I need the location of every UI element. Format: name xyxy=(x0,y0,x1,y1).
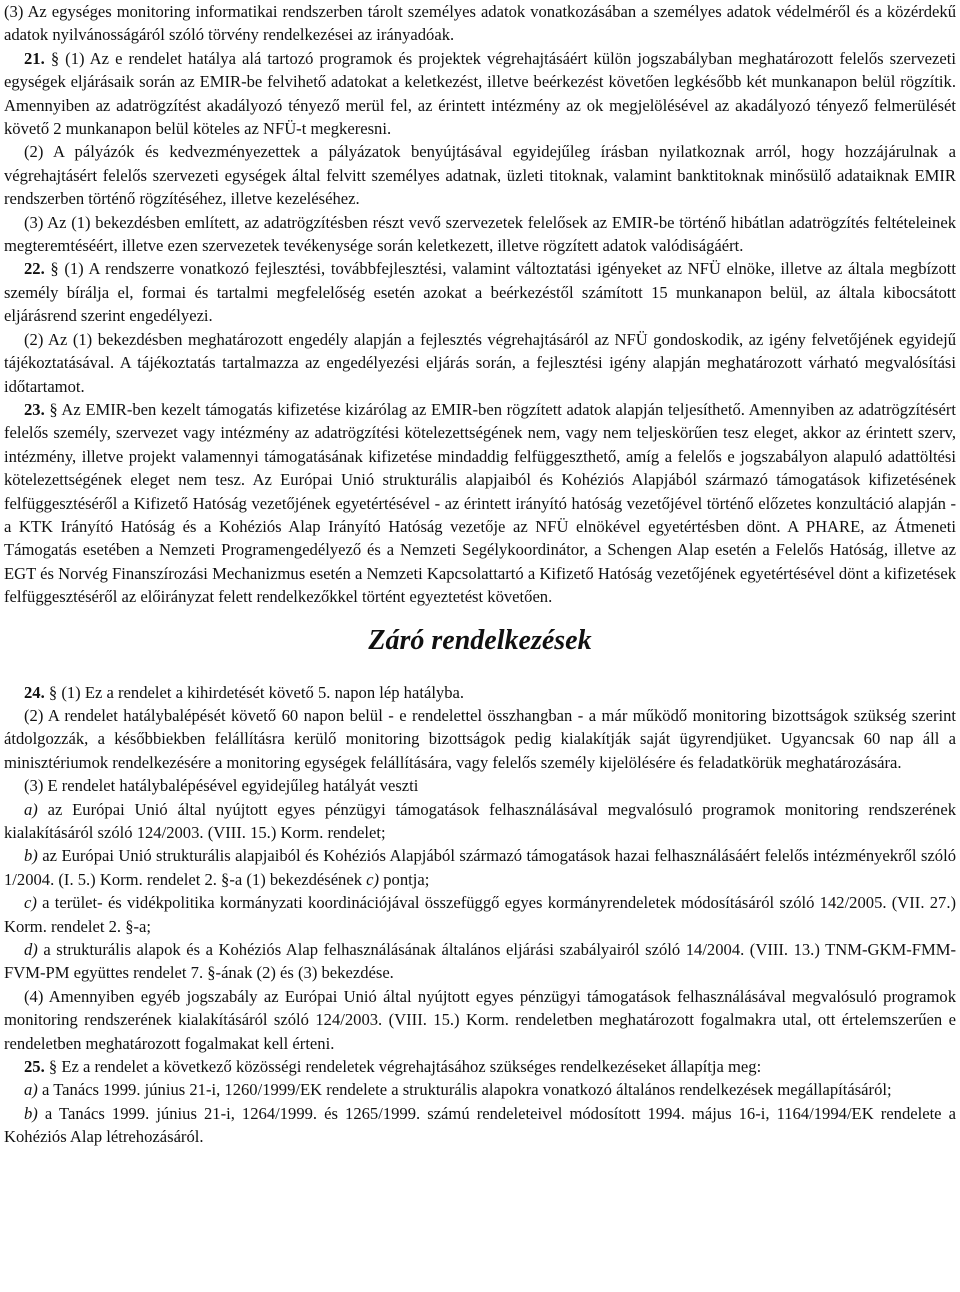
paragraph-text: pontja; xyxy=(379,869,430,889)
paragraph-text: § (1) A rendszerre vonatkozó fejlesztési, továbbfejlesztési, valamint változtatási igényeket az NFÜ elnöke, illetve az általa megbízott személy bírálja el, formai és tartalmi megfelelőség esetén azokat a beérkezéstől számított 15 munkanapon belül, az általa kibocsátott eljárásrend szerint engedélyezi. xyxy=(4,259,956,326)
item-label: b) xyxy=(24,846,38,866)
list-item xyxy=(4,1078,956,1101)
paragraph xyxy=(4,140,956,210)
paragraph-text: § (1) Az e rendelet hatálya alá tartozó programok és projektek végrehajtásáért külön jogszabályban meghatározott felelős szervezeti egységek eljárásaik során az EMIR-be felvihető adatokat a keletkezést, illetve beérkezést követően legkésőbb két munkanapon belül rögzítik. Amennyiben az adatrögzítést akadályozó tényező merül fel, az érintett intézmény az ok megjelölésével az akadályozó tényező felmerülését követő 2 munkanapon belül köteles az NFÜ-t megkeresni. xyxy=(4,48,956,139)
paragraph-text: (2) A rendelet hatálybalépését követő 60 napon belül - e rendelettel összhangban - a már működő monitoring bizottságok szükség szerint átdolgozzák, a későbbiekben felállításra kerülő monitoring bizottságok pedig kialakítják saját ügyrendjüket. Ugyancsak 60 nap áll a minisztériumok rendelkezésére a monitoring egységek felállítására, vagy felelős személy kijelölésére és feladatkörük meghatározására. xyxy=(4,705,956,772)
paragraph-text: (3) Az (1) bekezdésben említett, az adatrögzítésben részt vevő szervezetek felelősek az EMIR-be történő hibátlan adatrögzítés feltételeinek megteremtéséért, illetve ezen szervezetek tevékenysége során keletkezett, illetve rögzített adatok valódiságáért. xyxy=(4,212,956,256)
paragraph-text: a terület- és vidékpolitika kormányzati koordinációjával összefüggő egyes kormányrendeletek módosításáról szóló 142/2005. (VII. 27.) Korm. rendelet 2. §-a; xyxy=(4,893,956,936)
paragraph-text: § Az EMIR-ben kezelt támogatás kifizetése kizárólag az EMIR-ben rögzített adatok alapján teljesíthető. Amennyiben az adatrögzítésért felelős személy, szervezet vagy intézmény az adatrögzítési kötelezettségének nem, vagy nem teljeskörűen tesz eleget, akkor az érintett szerv, intézmény, illetve projekt valamennyi támogatásának kifizetése mindaddig felfüggeszthető, amíg a felelős e jogszabályon alapuló adattöltési kötelezettségének eleget nem tesz. Az Európai Unió strukturális alapjaiból és Kohéziós Alapjából származó támogatások kifizetésének felfüggesztéséről a Kifizető Hatóság vezetőjének egyetértésével - az érintett irányító hatóság vezetőjével történő előzetes konzultáció alapján - a KTK Irányító Hatóság és a Kohéziós Alap Irányító Hatóság vezetője az NFÜ elnökével egyetértésben dönt. A PHARE, az Átmeneti Támogatás esetében a Nemzeti Programengedélyező és a Nemzeti Segélykoordinátor, a Schengen Alap esetén a Felelős Hatóság, illetve az EGT és Norvég Finanszírozási Mechanizmus esetén a Nemzeti Kapcsolattartó a Kifizető Hatóság vezetőjének egyetértésével dönt a kifizetések felfüggesztéséről az előirányzat felett rendelkezőkkel történt egyeztetést követően. xyxy=(4,399,956,607)
list-item xyxy=(4,844,956,891)
item-label: a) xyxy=(24,799,38,819)
section-number: 24. xyxy=(24,682,45,702)
list-item xyxy=(4,798,956,845)
list-item xyxy=(4,1102,956,1149)
item-label: c) xyxy=(366,869,380,889)
section-22 xyxy=(4,257,956,327)
paragraph-text: a strukturális alapok és a Kohéziós Alap felhasználásának általános eljárási szabályairól szóló 14/2004. (VIII. 13.) TNM-GKM-FMM-FVM-PM együttes rendelet 7. §-ának (2) és (3) bekezdése. xyxy=(4,940,956,983)
paragraph-text: az Európai Unió által nyújtott egyes pénzügyi támogatások felhasználásával megvalósuló programok monitoring rendszerének kialakításáról szóló 124/2003. (VIII. 15.) Korm. rendelet; xyxy=(4,799,956,842)
section-number: 25. xyxy=(24,1057,45,1077)
section-23 xyxy=(4,398,956,609)
item-label: d) xyxy=(24,940,38,960)
paragraph-text: § (1) Ez a rendelet a kihirdetését követő 5. napon lép hatályba. xyxy=(44,682,465,702)
section-25 xyxy=(4,1055,956,1078)
section-heading: Záró rendelkezések xyxy=(368,624,592,656)
paragraph xyxy=(4,211,956,258)
paragraph xyxy=(4,704,956,774)
paragraph-text: (2) Az (1) bekezdésben meghatározott engedély alapján a fejlesztés végrehajtásáról az NFÜ gondoskodik, az igény felvetőjének egyidejű tájékoztatásával. A tájékoztatás tartalmazza az engedélyezési eljárás során, a fejlesztési igény alapján meghatározott várható megvalósítási időtartamot. xyxy=(4,329,956,396)
paragraph xyxy=(4,985,956,1055)
section-number: 23. xyxy=(24,399,45,419)
paragraph-text: (4) Amennyiben egyéb jogszabály az Európai Unió által nyújtott egyes pénzügyi támogatások felhasználásával megvalósuló programok monitoring rendszerének kialakításáról szóló 124/2003. (VIII. 15.) Korm. rendeletben meghatározott fogalmakra utal, ott értelemszerűen e rendeletben meghatározott fogalmakat kell érteni. xyxy=(4,986,956,1053)
list-item xyxy=(4,938,956,985)
list-item xyxy=(4,891,956,938)
paragraph-text: (3) E rendelet hatálybalépésével egyidejűleg hatályát veszti xyxy=(24,776,419,796)
section-24 xyxy=(4,681,956,704)
section-21 xyxy=(4,47,956,141)
paragraph xyxy=(4,774,956,797)
paragraph xyxy=(4,0,956,47)
paragraph-text: a Tanács 1999. június 21-i, 1264/1999. és 1265/1999. számú rendeleteivel módosított 1994. május 16-i, 1164/1994/EK rendelete a Kohéziós Alap létrehozásáról. xyxy=(4,1103,956,1147)
paragraph-text: § Ez a rendelet a következő közösségi rendeletek végrehajtásához szükséges rendelkezéseket állapítja meg: xyxy=(44,1057,762,1077)
section-number: 22. xyxy=(24,259,45,279)
item-label: b) xyxy=(24,1103,38,1123)
paragraph-text: az Európai Unió strukturális alapjaiból és Kohéziós Alapjából származó támogatások hazai felhasználásáért felelős intézményekről szóló 1/2004. (I. 5.) Korm. rendelet 2. §-a (1) bekezdésének xyxy=(4,846,956,889)
item-label: a) xyxy=(24,1080,38,1100)
paragraph xyxy=(4,328,956,398)
item-label: c) xyxy=(24,893,37,913)
paragraph-text: a Tanács 1999. június 21-i, 1260/1999/EK rendelete a strukturális alapokra vonatkozó általános rendelkezések megállapításáról; xyxy=(37,1080,892,1100)
paragraph-text: (2) A pályázók és kedvezményezettek a pályázatok benyújtásával egyidejűleg írásban nyilatkoznak arról, hogy hozzájárulnak a végrehajtásért felelős szervezeti egységek által felvitt személyes adatnak, üzleti titoknak, valamint banktitoknak minősülő adataiknak EMIR rendszerben történő rögzítéséhez, illetve kezeléséhez. xyxy=(4,142,956,209)
section-number: 21. xyxy=(24,48,45,68)
paragraph-text: (3) Az egységes monitoring informatikai rendszerben tárolt személyes adatok vonatkozásában a személyes adatok védelméről és a közérdekű adatok nyilvánosságáról szóló törvény rendelkezései az irányadóak. xyxy=(4,2,956,45)
